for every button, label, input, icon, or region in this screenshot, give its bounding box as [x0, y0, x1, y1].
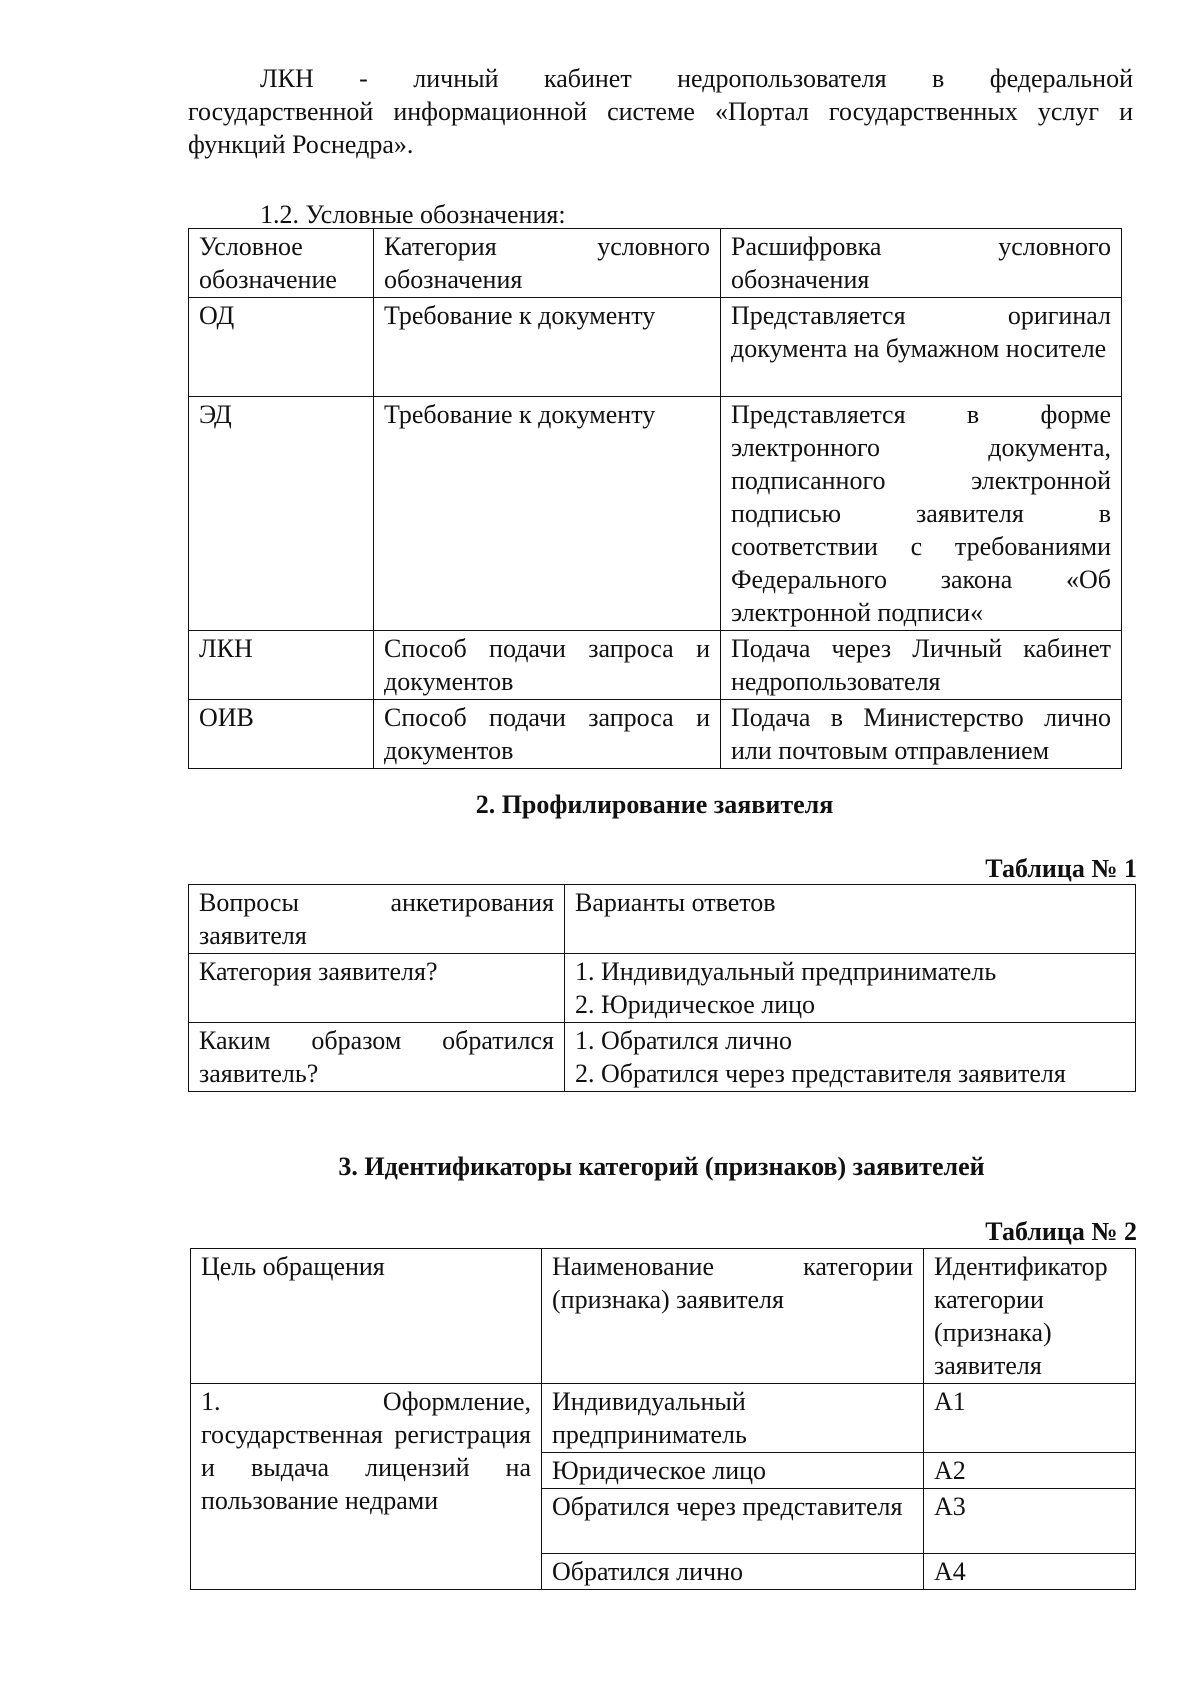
profiling-table	[188, 884, 1136, 1092]
legend-code: ОД	[189, 298, 374, 397]
table-row	[189, 885, 1136, 954]
profiling-answer: 2. Обратился через представителя заявителя	[575, 1059, 1066, 1088]
table-row	[189, 700, 1122, 769]
section-3-title: 3. Идентификаторы категорий (признаков) заявителей	[338, 1152, 985, 1181]
profiling-question: Категория заявителя?	[189, 954, 565, 1023]
identifiers-header-purpose: Цель обращения	[191, 1249, 542, 1384]
identifiers-name: Индивидуальный предприниматель	[542, 1384, 924, 1453]
table-row	[189, 954, 1136, 1023]
identifiers-id: А3	[924, 1489, 1136, 1554]
section-1-2-title: 1.2. Условные обозначения:	[260, 200, 566, 229]
legend-category: Требование к документу	[374, 298, 721, 397]
identifiers-purpose: 1. Оформление, государственная регистрация и выдача лицензий на пользование недрами	[201, 1387, 531, 1515]
legend-code: ЭД	[189, 397, 374, 631]
section-2-title: 2. Профилирование заявителя	[475, 790, 834, 819]
identifiers-id: А1	[924, 1384, 1136, 1453]
legend-category: Способ подачи запроса и документов	[384, 703, 710, 765]
profiling-question: Каким образом обратился заявитель?	[199, 1026, 554, 1088]
identifiers-name: Обратился лично	[542, 1554, 924, 1590]
intro-line-1-text: ЛКН - личный кабинет недропользователя в федеральной	[260, 64, 1133, 93]
identifiers-name: Юридическое лицо	[542, 1453, 924, 1489]
table-row	[189, 1023, 1136, 1092]
profiling-header-question: Вопросы анкетирования заявителя	[199, 888, 554, 950]
profiling-answer: 1. Индивидуальный предприниматель	[575, 957, 997, 986]
intro-line-1	[188, 62, 1133, 95]
legend-table	[188, 228, 1122, 769]
identifiers-header-id: Идентификатор категории (признака) заявителя	[924, 1249, 1136, 1384]
identifiers-id: А4	[924, 1554, 1136, 1590]
intro-line-3: функций Роснедра».	[188, 130, 414, 159]
legend-code: ЛКН	[189, 631, 374, 700]
table-1-label: Таблица № 1	[985, 854, 1137, 883]
legend-category: Способ подачи запроса и документов	[384, 634, 710, 696]
legend-meaning: Представляется оригинал документа на бумажном носителе	[731, 301, 1111, 363]
identifiers-id: А2	[924, 1453, 1136, 1489]
identifiers-table	[190, 1248, 1136, 1590]
legend-meaning: Представляется в форме электронного документа, подписанного электронной подписью заявителя в соответствии с требованиями Федерального закона «Об электронной подписи«	[731, 400, 1111, 627]
table-2-label: Таблица № 2	[985, 1217, 1137, 1246]
table-row	[189, 631, 1122, 700]
legend-header-category: Категория условного обозначения	[384, 232, 710, 294]
legend-category: Требование к документу	[374, 397, 721, 631]
legend-meaning: Подача в Министерство лично или почтовым отправлением	[731, 703, 1111, 765]
legend-header-meaning: Расшифровка условного обозначения	[731, 232, 1111, 294]
table-row	[191, 1384, 1136, 1453]
profiling-header-answers: Варианты ответов	[565, 885, 1136, 954]
identifiers-header-name: Наименование категории (признака) заявителя	[552, 1252, 913, 1314]
table-row	[189, 397, 1122, 631]
table-row	[189, 229, 1122, 298]
profiling-answer: 2. Юридическое лицо	[575, 990, 816, 1019]
legend-header-code: Условное обозначение	[189, 229, 374, 298]
legend-code: ОИВ	[189, 700, 374, 769]
table-row	[189, 298, 1122, 397]
legend-meaning: Подача через Личный кабинет недропользователя	[731, 634, 1111, 696]
profiling-answer: 1. Обратился лично	[575, 1026, 793, 1055]
table-row	[191, 1249, 1136, 1384]
intro-line-2: государственной информационной системе «Портал государственных услуг и	[188, 97, 1133, 126]
identifiers-name: Обратился через представителя	[552, 1492, 903, 1521]
